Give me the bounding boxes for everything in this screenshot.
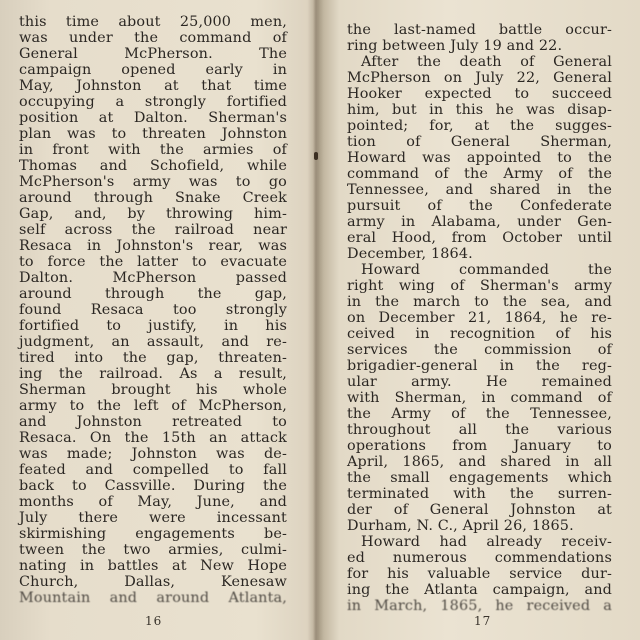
text-line: terminated with the surren- <box>347 486 612 502</box>
text-line: ing the Atlanta campaign, and <box>347 582 612 598</box>
right-page <box>347 22 612 640</box>
text-line: right wing of Sherman's army <box>347 278 612 294</box>
text-line: with Sherman, in command of <box>347 390 612 406</box>
text-line: Mountain and around Atlanta, <box>19 590 287 606</box>
text-line: Howard was appointed to the <box>347 150 612 166</box>
text-line: Durham, N. C., April 26, 1865. <box>347 518 574 534</box>
text-line: to force the latter to evacuate <box>19 254 287 270</box>
text-line: operations from January to <box>347 438 612 454</box>
text-line: ring between July 19 and 22. <box>347 38 563 54</box>
text-line: tween the two armies, culmi- <box>19 542 287 558</box>
right-page-number: 17 <box>474 614 492 628</box>
text-line: services the commission of <box>347 342 612 358</box>
text-line: tired into the gap, threaten- <box>19 350 287 366</box>
text-line: eral Hood, from October until <box>347 230 612 246</box>
text-line: around through the gap, <box>19 286 287 302</box>
text-line: campaign opened early in <box>19 62 287 78</box>
text-line: and Johnston retreated to <box>19 414 287 430</box>
text-line: the Army of the Tennessee, <box>347 406 612 422</box>
text-line: pointed; for, at the sugges- <box>347 118 612 134</box>
text-line: months of May, June, and <box>19 494 287 510</box>
text-line: fortified to justify, in his <box>19 318 287 334</box>
text-line: Gap, and, by throwing him- <box>19 206 287 222</box>
text-line: back to Cassville. During the <box>19 478 287 494</box>
text-line: Resaca in Johnston's rear, was <box>19 238 287 254</box>
text-line: him, but in this he was disap- <box>347 102 612 118</box>
text-line: was under the command of <box>19 30 287 46</box>
text-line: pursuit of the Confederate <box>347 198 612 214</box>
left-page <box>19 14 287 640</box>
text-line: Dalton. McPherson passed <box>19 270 287 286</box>
text-line: ular army. He remained <box>347 374 612 390</box>
text-line: General McPherson. The <box>19 46 287 62</box>
text-line: judgment, an assault, and re- <box>19 334 287 350</box>
text-line: this time about 25,000 men, <box>19 14 287 30</box>
text-line: McPherson's army was to go <box>19 174 287 190</box>
text-line: plan was to threaten Johnston <box>19 126 287 142</box>
text-line: army in Alabama, under Gen- <box>347 214 612 230</box>
ink-spot <box>314 152 318 160</box>
text-line: on December 21, 1864, he re- <box>347 310 612 326</box>
text-line: position at Dalton. Sherman's <box>19 110 287 126</box>
text-line: July there were incessant <box>19 510 287 526</box>
text-line: found Resaca too strongly <box>19 302 287 318</box>
text-line: ing the railroad. As a result, <box>19 366 287 382</box>
text-line: skirmishing engagements be- <box>19 526 287 542</box>
text-line: Howard had already receiv- <box>361 534 612 550</box>
text-line: May, Johnston at that time <box>19 78 287 94</box>
text-line: brigadier-general in the reg- <box>347 358 612 374</box>
text-line: Tennessee, and shared in the <box>347 182 612 198</box>
text-line: December, 1864. <box>347 246 473 262</box>
text-line: occupying a strongly fortified <box>19 94 287 110</box>
text-line: April, 1865, and shared in all <box>347 454 612 470</box>
text-line: ceived in recognition of his <box>347 326 612 342</box>
text-line: the last-named battle occur- <box>347 22 612 38</box>
text-line: army to the left of McPherson, <box>19 398 287 414</box>
text-line: nating in battles at New Hope <box>19 558 287 574</box>
text-line: After the death of General <box>361 54 612 70</box>
text-line: command of the Army of the <box>347 166 612 182</box>
text-line: Church, Dallas, Kenesaw <box>19 574 287 590</box>
text-line: self across the railroad near <box>19 222 287 238</box>
text-line: Resaca. On the 15th an attack <box>19 430 287 446</box>
text-line: Howard commanded the <box>361 262 612 278</box>
text-line: in the march to the sea, and <box>347 294 612 310</box>
text-line: Sherman brought his whole <box>19 382 287 398</box>
text-line: around through Snake Creek <box>19 190 287 206</box>
text-line: McPherson on July 22, General <box>347 70 612 86</box>
text-line: feated and compelled to fall <box>19 462 287 478</box>
left-page-number: 16 <box>145 614 163 628</box>
text-line: ed numerous commendations <box>347 550 612 566</box>
text-line: the small engagements which <box>347 470 612 486</box>
text-line: for his valuable service dur- <box>347 566 612 582</box>
text-line: Hooker expected to succeed <box>347 86 612 102</box>
text-line: in front with the armies of <box>19 142 287 158</box>
text-line: Thomas and Schofield, while <box>19 158 287 174</box>
book-gutter <box>313 0 319 640</box>
text-line: throughout all the various <box>347 422 612 438</box>
text-line: tion of General Sherman, <box>347 134 612 150</box>
text-line: was made; Johnston was de- <box>19 446 287 462</box>
text-line: in March, 1865, he received a <box>347 598 612 614</box>
text-line: der of General Johnston at <box>347 502 612 518</box>
